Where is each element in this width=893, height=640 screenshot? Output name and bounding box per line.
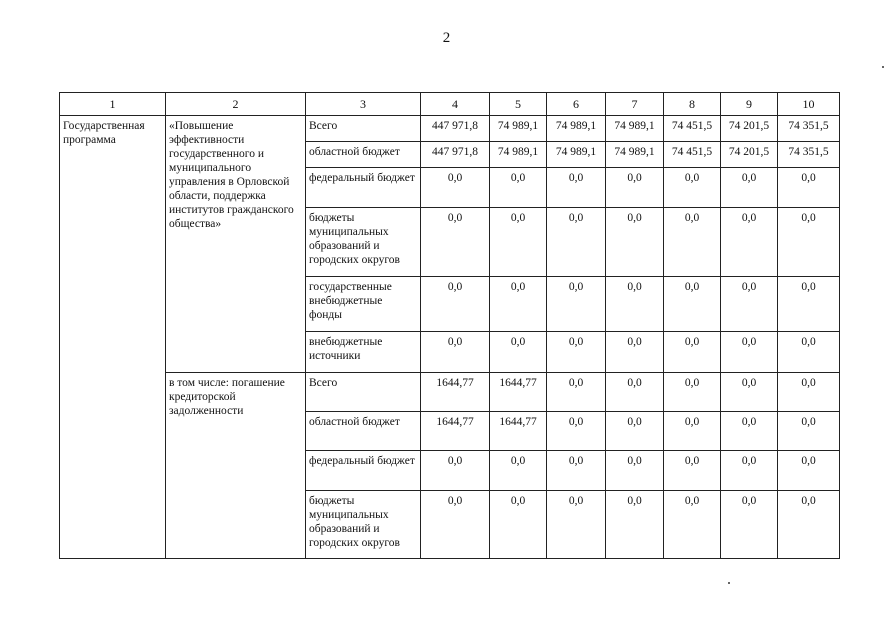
value-cell: 74 201,5 bbox=[721, 142, 778, 168]
value-cell: 0,0 bbox=[547, 491, 606, 559]
value-cell: 0,0 bbox=[664, 277, 721, 332]
value-cell: 0,0 bbox=[547, 277, 606, 332]
table-row bbox=[60, 373, 840, 412]
header-cell: 10 bbox=[778, 93, 840, 116]
source-cell: федеральный бюджет bbox=[306, 451, 421, 491]
program-type-cell: Государственная программа bbox=[60, 116, 166, 559]
source-cell: внебюджетные источники bbox=[306, 332, 421, 373]
value-cell: 0,0 bbox=[606, 451, 664, 491]
scan-speck bbox=[728, 582, 730, 584]
value-cell: 0,0 bbox=[606, 412, 664, 451]
page-number: 2 bbox=[442, 30, 451, 46]
value-cell: 0,0 bbox=[664, 451, 721, 491]
header-cell: 3 bbox=[306, 93, 421, 116]
header-cell: 1 bbox=[60, 93, 166, 116]
value-cell: 74 989,1 bbox=[606, 116, 664, 142]
value-cell: 0,0 bbox=[721, 277, 778, 332]
value-cell: 74 989,1 bbox=[547, 142, 606, 168]
value-cell: 74 351,5 bbox=[778, 116, 840, 142]
header-cell: 4 bbox=[421, 93, 490, 116]
value-cell: 0,0 bbox=[721, 168, 778, 208]
value-cell: 0,0 bbox=[490, 277, 547, 332]
source-cell: Всего bbox=[306, 373, 421, 412]
sub-item-cell: в том числе: погашение кредиторской задолженности bbox=[166, 373, 306, 559]
value-cell: 0,0 bbox=[721, 208, 778, 277]
budget-table bbox=[59, 92, 840, 559]
header-cell: 8 bbox=[664, 93, 721, 116]
value-cell: 74 989,1 bbox=[547, 116, 606, 142]
value-cell: 0,0 bbox=[421, 277, 490, 332]
value-cell: 1644,77 bbox=[490, 412, 547, 451]
value-cell: 0,0 bbox=[606, 491, 664, 559]
value-cell: 0,0 bbox=[778, 373, 840, 412]
value-cell: 0,0 bbox=[778, 277, 840, 332]
value-cell: 74 351,5 bbox=[778, 142, 840, 168]
header-cell: 7 bbox=[606, 93, 664, 116]
value-cell: 0,0 bbox=[547, 412, 606, 451]
value-cell: 0,0 bbox=[664, 373, 721, 412]
value-cell: 74 201,5 bbox=[721, 116, 778, 142]
value-cell: 0,0 bbox=[778, 208, 840, 277]
value-cell: 74 451,5 bbox=[664, 116, 721, 142]
value-cell: 0,0 bbox=[547, 332, 606, 373]
value-cell: 0,0 bbox=[778, 332, 840, 373]
value-cell: 0,0 bbox=[421, 491, 490, 559]
scan-speck bbox=[882, 66, 884, 68]
value-cell: 0,0 bbox=[490, 451, 547, 491]
value-cell: 0,0 bbox=[606, 373, 664, 412]
value-cell: 0,0 bbox=[721, 491, 778, 559]
value-cell: 0,0 bbox=[547, 451, 606, 491]
value-cell: 0,0 bbox=[606, 277, 664, 332]
value-cell: 1644,77 bbox=[490, 373, 547, 412]
value-cell: 0,0 bbox=[664, 332, 721, 373]
value-cell: 0,0 bbox=[721, 412, 778, 451]
value-cell: 0,0 bbox=[778, 412, 840, 451]
value-cell: 0,0 bbox=[490, 208, 547, 277]
value-cell: 1644,77 bbox=[421, 412, 490, 451]
header-cell: 2 bbox=[166, 93, 306, 116]
header-row bbox=[60, 93, 840, 116]
value-cell: 74 989,1 bbox=[606, 142, 664, 168]
value-cell: 0,0 bbox=[664, 412, 721, 451]
source-cell: областной бюджет bbox=[306, 412, 421, 451]
header-cell: 9 bbox=[721, 93, 778, 116]
value-cell: 0,0 bbox=[721, 332, 778, 373]
value-cell: 0,0 bbox=[606, 208, 664, 277]
value-cell: 0,0 bbox=[721, 373, 778, 412]
value-cell: 0,0 bbox=[664, 168, 721, 208]
value-cell: 0,0 bbox=[547, 168, 606, 208]
value-cell: 0,0 bbox=[421, 332, 490, 373]
value-cell: 0,0 bbox=[721, 451, 778, 491]
header-cell: 6 bbox=[547, 93, 606, 116]
program-name-cell: «Повышение эффективности государственного и муниципального управления в Орловской области, поддержка институтов гражданского общества» bbox=[166, 116, 306, 373]
table-row bbox=[60, 116, 840, 142]
value-cell: 0,0 bbox=[778, 168, 840, 208]
value-cell: 0,0 bbox=[490, 332, 547, 373]
value-cell: 0,0 bbox=[490, 168, 547, 208]
value-cell: 447 971,8 bbox=[421, 116, 490, 142]
value-cell: 0,0 bbox=[421, 451, 490, 491]
source-cell: федеральный бюджет bbox=[306, 168, 421, 208]
value-cell: 0,0 bbox=[547, 208, 606, 277]
value-cell: 74 989,1 bbox=[490, 142, 547, 168]
source-cell: областной бюджет bbox=[306, 142, 421, 168]
value-cell: 0,0 bbox=[421, 208, 490, 277]
value-cell: 1644,77 bbox=[421, 373, 490, 412]
source-cell: государственные внебюджетные фонды bbox=[306, 277, 421, 332]
value-cell: 0,0 bbox=[547, 373, 606, 412]
value-cell: 0,0 bbox=[606, 332, 664, 373]
value-cell: 0,0 bbox=[664, 208, 721, 277]
source-cell: бюджеты муниципальных образований и городских округов bbox=[306, 208, 421, 277]
value-cell: 0,0 bbox=[664, 491, 721, 559]
header-cell: 5 bbox=[490, 93, 547, 116]
value-cell: 0,0 bbox=[421, 168, 490, 208]
value-cell: 0,0 bbox=[606, 168, 664, 208]
value-cell: 0,0 bbox=[778, 491, 840, 559]
value-cell: 0,0 bbox=[778, 451, 840, 491]
source-cell: бюджеты муниципальных образований и городских округов bbox=[306, 491, 421, 559]
value-cell: 0,0 bbox=[490, 491, 547, 559]
value-cell: 447 971,8 bbox=[421, 142, 490, 168]
source-cell: Всего bbox=[306, 116, 421, 142]
value-cell: 74 451,5 bbox=[664, 142, 721, 168]
value-cell: 74 989,1 bbox=[490, 116, 547, 142]
